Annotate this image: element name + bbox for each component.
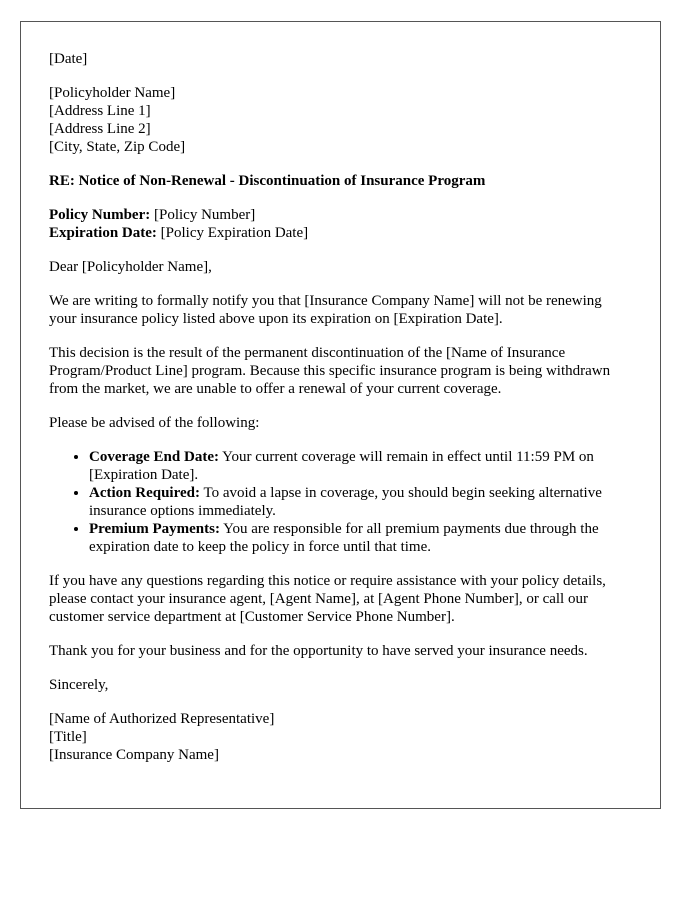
salutation: Dear [Policyholder Name], [49,259,212,275]
signatory-name: [Name of Authorized Representative] [49,711,275,727]
list-item [89,448,632,484]
paragraph: Thank you for your business and for the opportunity to have served your insurance needs. [49,643,588,659]
policy-number-label: Policy Number: [49,207,151,223]
signature-block [49,710,632,764]
recipient-address [49,84,632,156]
recipient-name: [Policyholder Name] [49,85,176,101]
address-line-2: [Address Line 2] [49,121,151,137]
expiration-date-label: Expiration Date: [49,225,157,241]
policy-number-value: [Policy Number] [153,207,256,223]
list-item-text: Your current coverage will remain in effect until 11:59 PM on [Expiration Date]. [89,449,594,483]
policy-info [49,206,632,242]
company-name: [Insurance Company Name] [49,747,219,763]
date: [Date] [49,51,88,67]
list-item-text: To avoid a lapse in coverage, you should begin seeking alternative insurance options immediately. [89,485,602,519]
letter [20,21,661,809]
list-item [89,520,632,556]
address-line-1: [Address Line 1] [49,103,151,119]
subject-line [49,172,632,190]
paragraph: If you have any questions regarding this notice or require assistance with your policy details, please contact your insurance agent, [Agent Name], at [Agent Phone Number], or call our customer service department at [Customer Service Phone Number]. [49,573,606,625]
list-item-label: Premium Payments: [89,521,220,537]
paragraph: Please be advised of the following: [49,415,260,431]
subject-text: RE: Notice of Non-Renewal - Discontinuation of Insurance Program [49,173,486,189]
list-item-label: Coverage End Date: [89,449,219,465]
paragraph: We are writing to formally notify you that [Insurance Company Name] will not be renewing your insurance policy listed above upon its expiration on [Expiration Date]. [49,293,602,327]
signatory-title: [Title] [49,729,87,745]
expiration-date-value: [Policy Expiration Date] [160,225,309,241]
city-state-zip: [City, State, Zip Code] [49,139,186,155]
paragraph: This decision is the result of the permanent discontinuation of the [Name of Insurance Program/Product Line] program. Because this specific insurance program is being withdrawn from the market, we are unable to offer a renewal of your current coverage. [49,345,611,397]
list-item-label: Action Required: [89,485,200,501]
list-item [89,484,632,520]
list-item-text: You are responsible for all premium payments due through the expiration date to keep the policy in force until that time. [89,521,599,555]
signoff: Sincerely, [49,677,109,693]
notice-list [49,448,632,556]
